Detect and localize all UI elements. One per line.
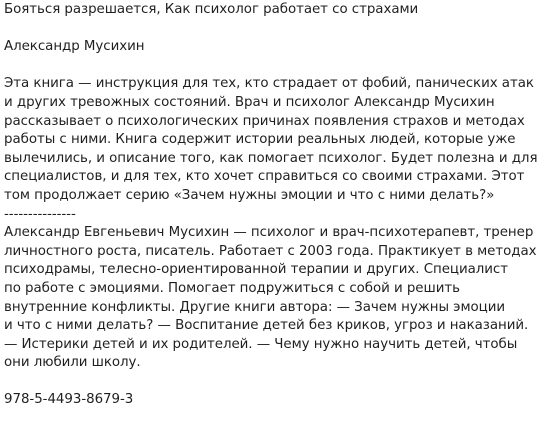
bio-line: — Истерики детей и их родителей. — Чему нужно научить детей, чтобы bbox=[4, 336, 518, 352]
description-line: специалистов, и для тех, кто хочет справиться со своими страхами. Этот bbox=[4, 169, 525, 185]
book-author: Александр Мусихин bbox=[4, 39, 145, 55]
bio-line: по работе с эмоциями. Помогает подружиться с собой и решить bbox=[4, 280, 460, 296]
bio-line: они любили школу. bbox=[4, 355, 141, 371]
spacer bbox=[4, 20, 550, 39]
bio-line: и что с ними делать? — Воспитание детей без криков, угроз и наказаний. bbox=[4, 318, 529, 334]
bio-line: психодрамы, телесно-ориентированной терапии и других. Специалист bbox=[4, 262, 508, 278]
description-line: вылечились, и описание того, как помогает психолог. Будет полезна и для bbox=[4, 150, 538, 166]
description-line: и других тревожных состояний. Врач и психолог Александр Мусихин bbox=[4, 94, 495, 110]
bio-line: Александр Евгеньевич Мусихин — психолог и врач-психотерапевт, тренер bbox=[4, 225, 534, 241]
bio-line: личностного роста, писатель. Работает с 2003 года. Практикует в методах bbox=[4, 243, 537, 259]
spacer bbox=[4, 57, 550, 76]
book-title: Бояться разрешается, Как психолог работает со страхами bbox=[4, 2, 419, 17]
isbn: 978-5-4493-8679-3 bbox=[4, 392, 134, 408]
spacer bbox=[4, 373, 550, 392]
author-bio bbox=[4, 224, 550, 373]
book-description bbox=[4, 75, 550, 205]
separator: --------------- bbox=[4, 206, 76, 222]
description-line: Эта книга — инструкция для тех, кто страдает от фобий, панических атак bbox=[4, 76, 534, 92]
description-line: рассказывает о психологических причинах появления страхов и методах bbox=[4, 113, 525, 129]
description-line: работы с ними. Книга содержит истории реальных людей, которые уже bbox=[4, 132, 516, 148]
description-line: том продолжает серию «Зачем нужны эмоции и что с ними делать?» bbox=[4, 187, 495, 203]
bio-line: внутренние конфликты. Другие книги автора: — Зачем нужны эмоции bbox=[4, 299, 506, 315]
